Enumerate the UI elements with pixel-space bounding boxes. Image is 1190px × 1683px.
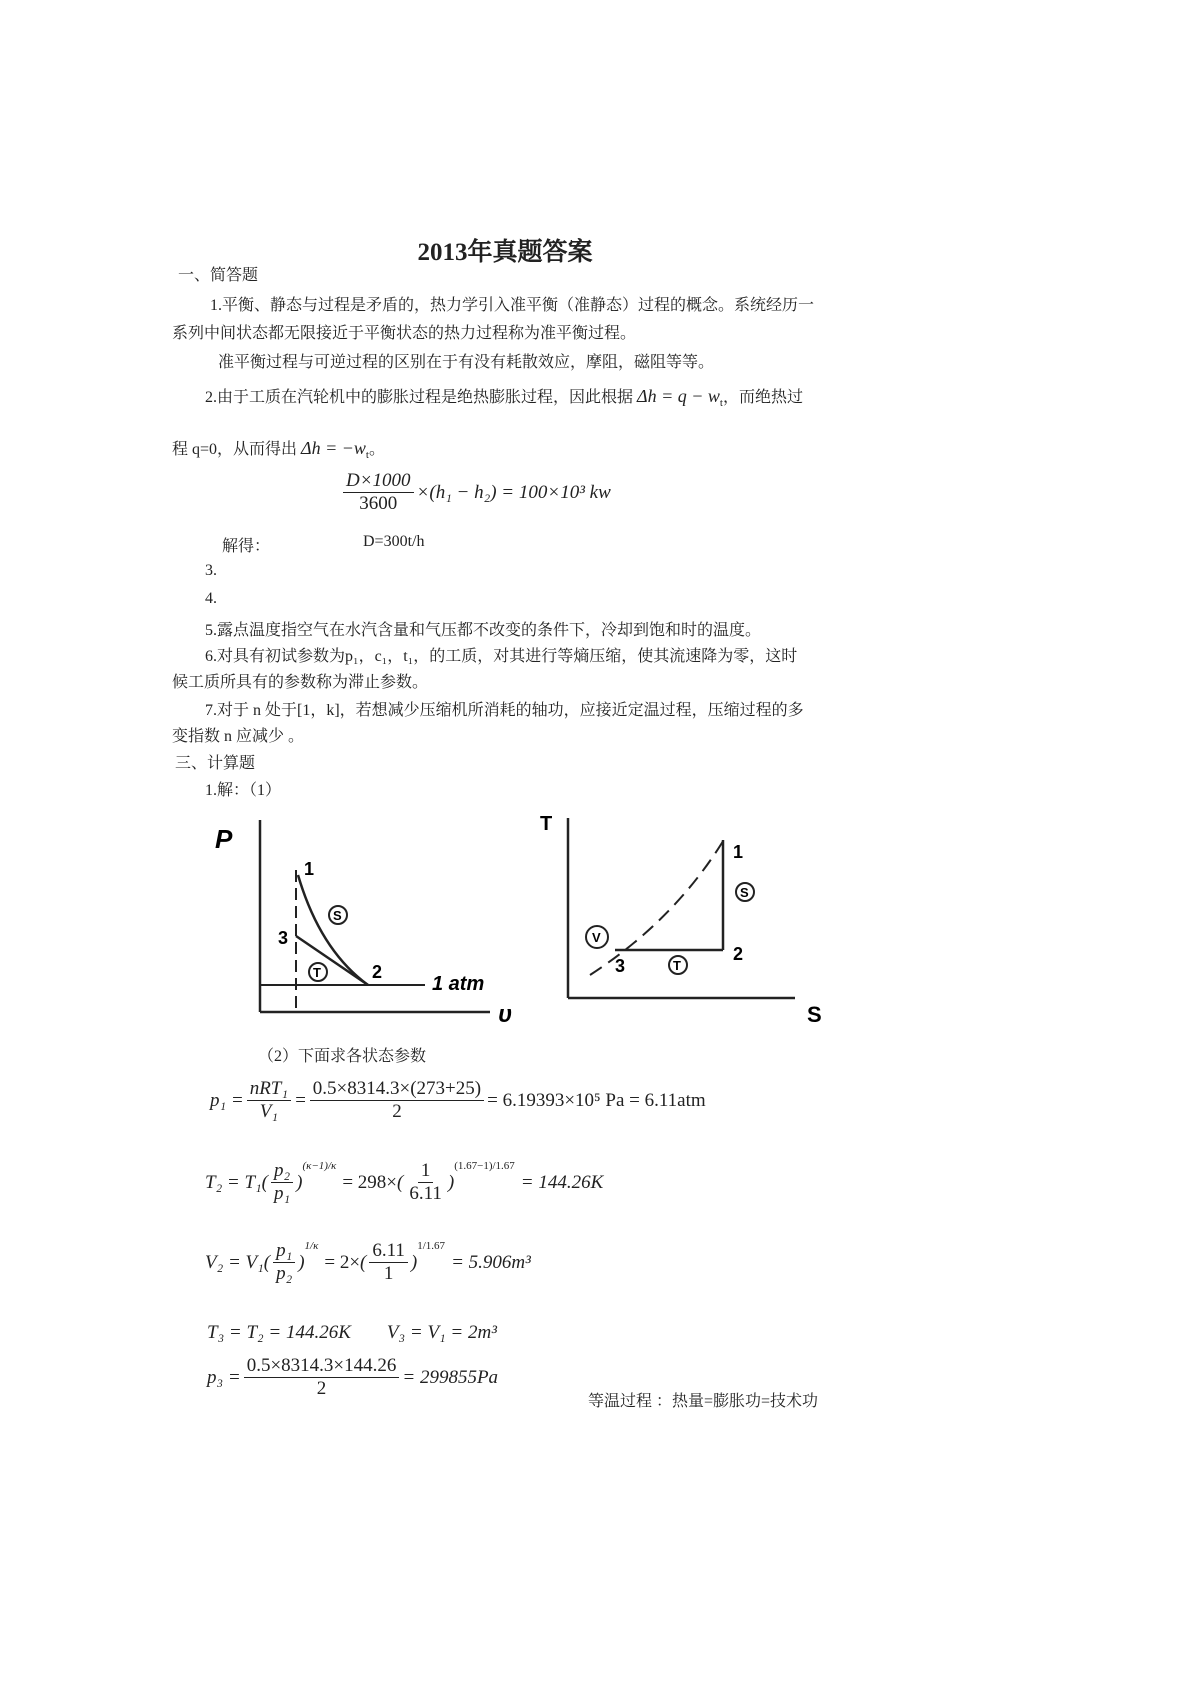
eq-v2-rhs: = 5.906m³ bbox=[451, 1251, 531, 1273]
frac-den: 2 bbox=[316, 1378, 327, 1399]
frac-num: D×1000 bbox=[343, 470, 414, 493]
frac-num: 0.5×8314.3×(273+25) bbox=[310, 1078, 484, 1101]
axis-label: T bbox=[540, 813, 553, 835]
axis-label: S bbox=[807, 1002, 822, 1027]
frac-den: 6.11 bbox=[409, 1183, 442, 1204]
process-mark: T bbox=[313, 965, 321, 980]
process-mark: S bbox=[333, 908, 342, 923]
section-heading: 一、简答题 bbox=[178, 267, 259, 284]
point-label: 2 bbox=[372, 962, 383, 982]
q2-text: 。 bbox=[368, 441, 385, 458]
equals: = bbox=[293, 1089, 307, 1111]
exponent: (κ−1)/κ bbox=[302, 1160, 337, 1172]
q2-text: 程 q=0，从而得出 bbox=[172, 441, 298, 458]
q1-text: 1.平衡、静态与过程是矛盾的，热力学引入准平衡（准静态）过程的概念。系统经历一 bbox=[210, 297, 815, 314]
process-mark: S bbox=[740, 885, 749, 900]
q2-text: ，而绝热过 bbox=[722, 389, 803, 406]
q3-text: 3. bbox=[205, 562, 217, 579]
section-heading: 三、计算题 bbox=[175, 755, 256, 772]
process-mark: V bbox=[592, 930, 601, 945]
frac-num: 1 bbox=[418, 1160, 434, 1183]
q2-text: 2.由于工质在汽轮机中的膨胀过程是绝热膨胀过程，因此根据 bbox=[205, 389, 634, 406]
eq-p3-lhs: p₃ = bbox=[207, 1366, 241, 1388]
q7-text: 变指数 n 应减少 。 bbox=[172, 728, 305, 745]
q1-text: 准平衡过程与可逆过程的区别在于有没有耗散效应，摩阻，磁阻等等。 bbox=[218, 354, 715, 371]
point-label: 1 bbox=[733, 842, 744, 862]
q5-text: 5.露点温度指空气在水汽含量和气压都不改变的条件下，冷却到饱和时的温度。 bbox=[205, 622, 762, 639]
point-label: 1 bbox=[304, 859, 315, 879]
exponent: 1/1.67 bbox=[417, 1240, 446, 1252]
eq-t3: T₃ = T₂ = 144.26K bbox=[207, 1322, 351, 1343]
eq-t2-lhs: T₂ = T₁ bbox=[205, 1171, 262, 1193]
frac-num: 0.5×8314.3×144.26 bbox=[244, 1355, 400, 1378]
frac-num: p₂ bbox=[271, 1160, 293, 1183]
frac-den: 1 bbox=[383, 1263, 394, 1284]
eq-mid: = 298× bbox=[342, 1171, 397, 1193]
process-mark: T bbox=[673, 958, 681, 973]
exponent: (1.67−1)/1.67 bbox=[454, 1160, 515, 1172]
q4-text: 4. bbox=[205, 590, 217, 607]
eq-mid: = 2× bbox=[324, 1251, 361, 1273]
solve-label: 解得： bbox=[222, 538, 271, 555]
pv-diagram bbox=[200, 800, 540, 1040]
calc-heading: 1.解：（1） bbox=[205, 782, 282, 799]
point-label: 3 bbox=[278, 928, 289, 948]
eq-t2-rhs: = 144.26K bbox=[520, 1171, 604, 1193]
isobar-label: 1 atm bbox=[432, 973, 485, 995]
q6-text: 6.对具有初试参数为p₁，c₁，t₁，的工质，对其进行等熵压缩，使其流速降为零，这时 bbox=[205, 648, 798, 665]
axis-label: υ bbox=[498, 1001, 513, 1028]
q2-equation: Δh = q − w bbox=[637, 386, 720, 406]
document-page: 2013年真题答案 一、简答题 1.平衡、静态与过程是矛盾的，热力学引入准平衡（准静态）过程的概念。系统经历一 系列中间状态都无限接近于平衡状态的热力过程称为准平衡过程。 准平衡过程与可逆过程的区别在于有没有耗散效应，摩阻，磁阻等等。 2.由于工质在汽轮机中的膨胀过程是绝热膨胀过程，因此根据 $\Delta h = q - w_t$，而绝热过 程 q=0，从而得出 $\Delta h = -w_t$。 $\frac{D\times 1000}{3600}$ ×(h₁ − h₂) = 100×10³ kw 解得： D=300t/h 3. 4. 5.露点温度指空气在水汽含量和气压都不改变的条件下，冷却到饱和时的温度。 6.对具有初试参数为p₁，c₁，t₁，的工质，对其进行等熵压缩，使其流速降为零，这时 候工质所具有的参数称为滞止参数。 7.对于 n 处于[1，k]，若想减少压缩机所消耗的轴功，应接近定温过程，压缩过程的多 变指数 n 应减少 。 三、计算题 1.解：（1） P υ 1 3 2 S T 1 atm T S 1 2 3 S T V （2）下面求各状态参数 p₁ = $\frac{\text{nRT₁}}{\text{V₁}}$ = $\frac{0.5\times 8314.3\times(273+25)}{2}$ = 6.19393×10⁵ Pa = 6.11atm T₂ = T₁ ( $\frac{\text{p₂}}{\text{p₁}}$ ) $^{(\kappa-1)/\kappa}$ = 298× ( $\frac{1}{6.11}$ ) $^{(1.67-1)/1.67}$ = 144.26K V₂ = V₁ ( $\frac{\text{p₁}}{\text{p₂}}$ ) $^{1/\kappa}$ = 2× ( $\frac{6.11}{1}$ ) $^{1/1.67}$ = 5.906m³ T₃ = T₂ = 144.26K V₃ = V₁ = 2m³ p₃ = $\frac{0.5\times 8314.3\times 144.26}{2}$ = 299855Pa 等温过程 ：热量=膨胀功=技术功 bbox=[0, 0, 1190, 1683]
axis-label: P bbox=[215, 824, 233, 854]
frac-den: V₁ bbox=[259, 1101, 278, 1122]
ts-diagram bbox=[535, 800, 845, 1030]
isothermal-note: 等温过程 ：热量=膨胀功=技术功 bbox=[588, 1393, 819, 1410]
eq-v2-lhs: V₂ = V₁ bbox=[205, 1251, 264, 1273]
page-title: 2013年真题答案 bbox=[417, 239, 593, 266]
q6-text: 候工质所具有的参数称为滞止参数。 bbox=[172, 674, 429, 691]
eq-p1-rhs: = 6.19393×10⁵ Pa = 6.11atm bbox=[487, 1089, 706, 1111]
q7-text: 7.对于 n 处于[1，k]，若想减少压缩机所消耗的轴功，应接近定温过程，压缩过程的多 bbox=[205, 702, 804, 719]
equation-rhs: ×(h₁ − h₂) = 100×10³ kw bbox=[416, 481, 611, 503]
q2-equation: Δh = −w bbox=[301, 438, 366, 458]
solve-value: D=300t/h bbox=[363, 533, 425, 550]
frac-den: 3600 bbox=[359, 493, 398, 514]
frac-num: p₁ bbox=[273, 1240, 295, 1263]
eq-p1-lhs: p₁ = bbox=[210, 1089, 244, 1111]
eq-p3-rhs: = 299855Pa bbox=[402, 1366, 499, 1388]
frac-den: p₂ bbox=[276, 1263, 293, 1284]
calc-subheading: （2）下面求各状态参数 bbox=[258, 1048, 427, 1065]
frac-num: nRT₁ bbox=[247, 1078, 291, 1101]
point-label: 2 bbox=[733, 944, 744, 964]
frac-den: p₁ bbox=[274, 1183, 291, 1204]
frac-num: 6.11 bbox=[369, 1240, 408, 1263]
exponent: 1/κ bbox=[304, 1240, 319, 1252]
q1-text: 系列中间状态都无限接近于平衡状态的热力过程称为准平衡过程。 bbox=[172, 325, 637, 342]
point-label: 3 bbox=[615, 956, 626, 976]
frac-den: 2 bbox=[392, 1101, 402, 1122]
eq-v3: V₃ = V₁ = 2m³ bbox=[386, 1322, 497, 1343]
